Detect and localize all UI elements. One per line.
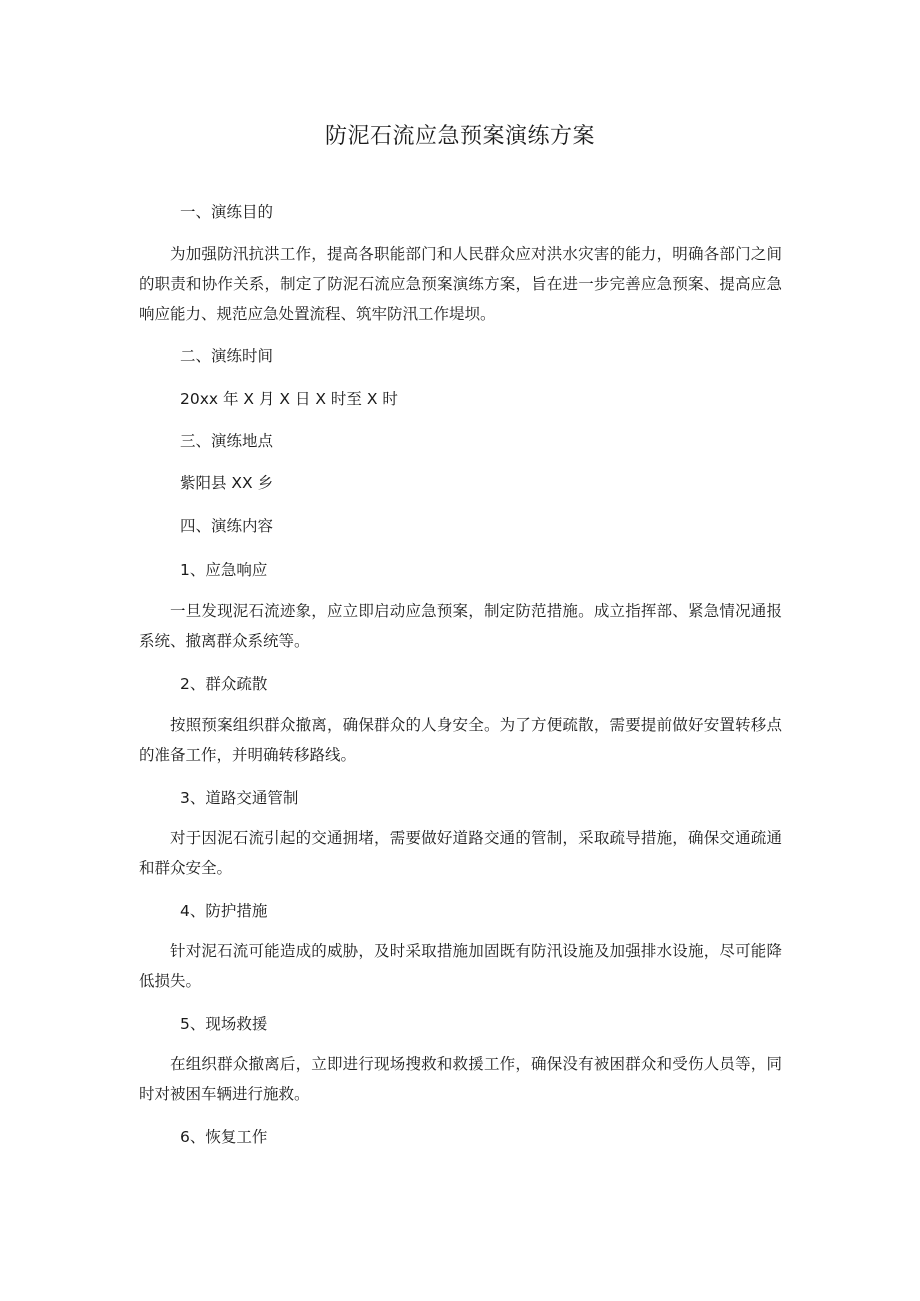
subheading-traffic-control: 3、道路交通管制 [180,789,299,807]
section-heading-content: 四、演练内容 [180,517,274,535]
subheading-rescue: 5、现场救援 [180,1015,268,1033]
subheading-recovery: 6、恢复工作 [180,1128,268,1146]
paragraph-purpose: 为加强防汛抗洪工作，提高各职能部门和人民群众应对洪水灾害的能力，明确各部门之间的职责和协作关系，制定了防泥石流应急预案演练方案，旨在进一步完善应急预案、提高应急响应能力、规范应急处置流程、筑牢防汛工作堤坝。 [139,245,782,323]
paragraph-evacuation: 按照预案组织群众撤离，确保群众的人身安全。为了方便疏散，需要提前做好安置转移点的准备工作，并明确转移路线。 [139,716,782,764]
subheading-emergency-response: 1、应急响应 [180,561,268,579]
subheading-protection: 4、防护措施 [180,902,268,920]
section-heading-time: 二、演练时间 [180,347,274,365]
document-title: 防泥石流应急预案演练方案 [324,124,595,149]
drill-location-value: 紫阳县 XX 乡 [180,474,274,492]
paragraph-emergency-response: 一旦发现泥石流迹象，应立即启动应急预案，制定防范措施。成立指挥部、紧急情况通报系统、撤离群众系统等。 [139,602,782,650]
paragraph-rescue: 在组织群众撤离后，立即进行现场搜救和救援工作，确保没有被困群众和受伤人员等，同时对被困车辆进行施救。 [139,1055,782,1103]
drill-time-value: 20xx 年 X 月 X 日 X 时至 X 时 [180,390,398,408]
section-heading-location: 三、演练地点 [180,432,274,450]
paragraph-traffic-control: 对于因泥石流引起的交通拥堵，需要做好道路交通的管制，采取疏导措施，确保交通疏通和群众安全。 [139,829,782,877]
subheading-evacuation: 2、群众疏散 [180,675,268,693]
paragraph-protection: 针对泥石流可能造成的威胁，及时采取措施加固既有防汛设施及加强排水设施，尽可能降低损失。 [139,942,782,990]
section-heading-purpose: 一、演练目的 [180,203,274,221]
